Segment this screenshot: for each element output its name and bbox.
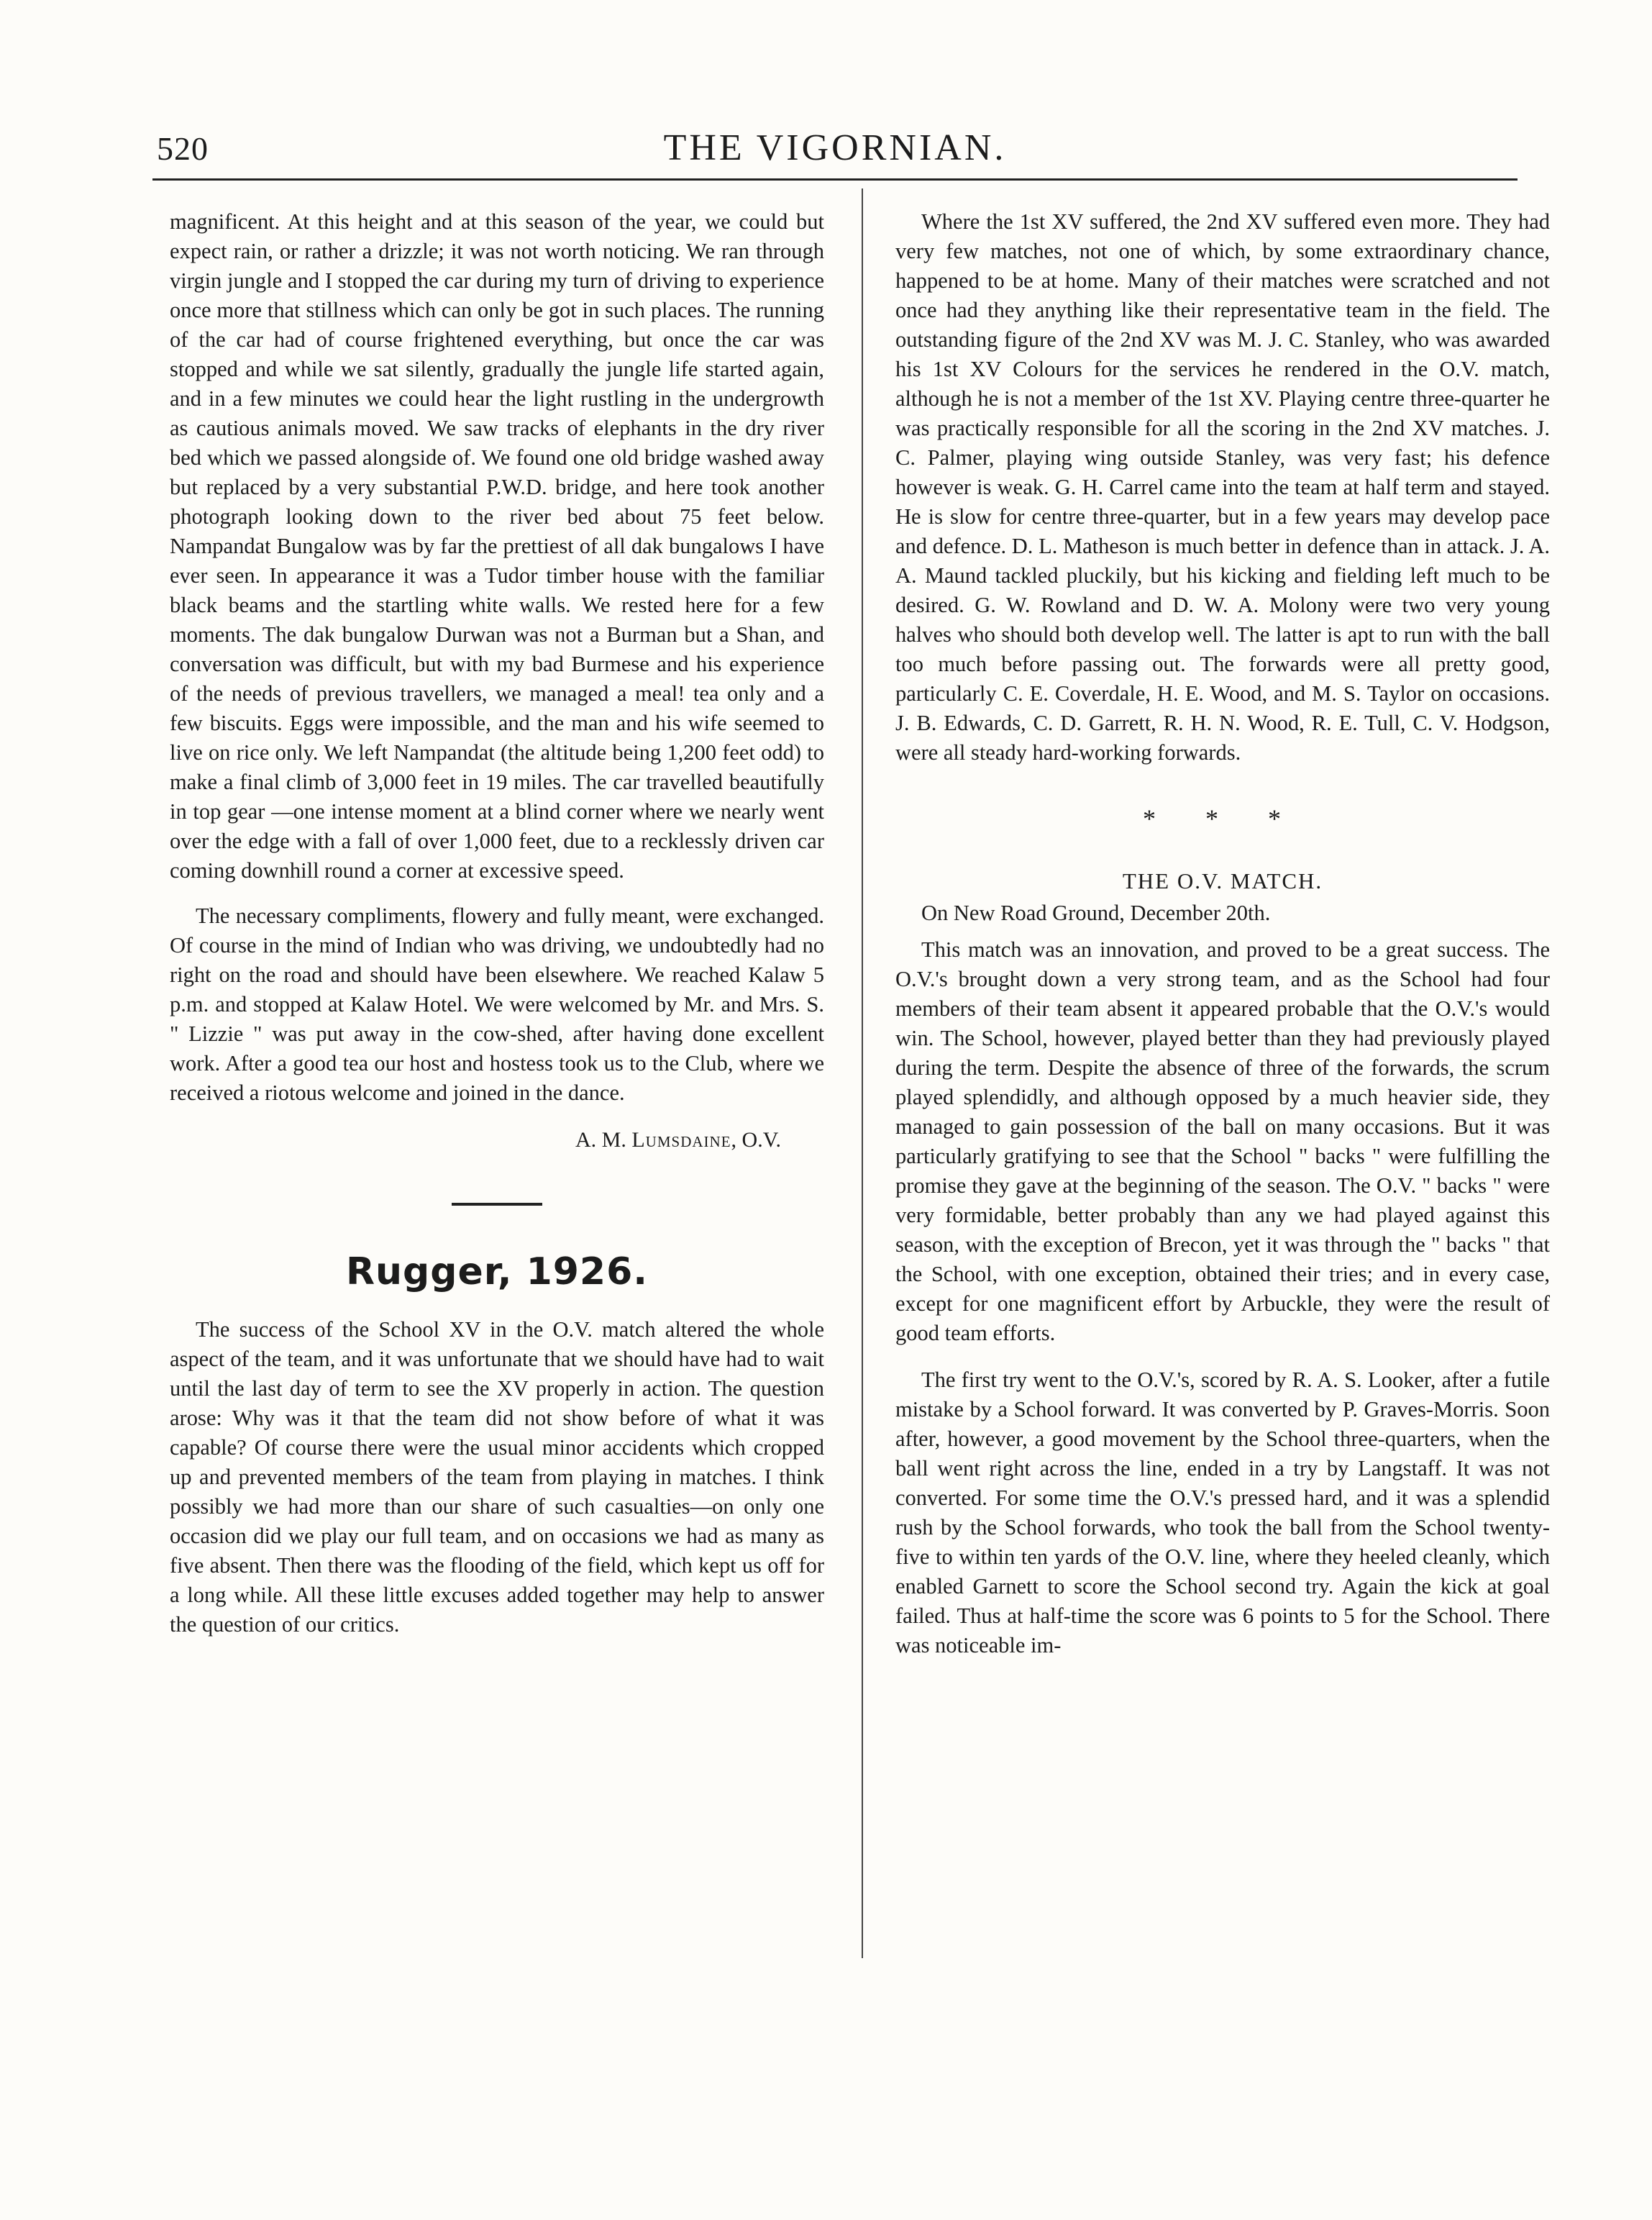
signature-initials: A. M.	[575, 1128, 632, 1152]
section-heading-rugger: Rugger, 1926.	[345, 1250, 649, 1293]
second-xv-paragraph: Where the 1st XV suffered, the 2nd XV suffered even more. They had very few matches, not one of which, by some extraordinary chance, happened to be at home. Many of their matches were scratched and not once had they anything like their representative team in the field. The outstanding figure of the 2nd XV was M. J. C. Stanley, who was awarded his 1st XV Colours for the services he rendered in the O.V. match, although he is not a member of the 1st XV. Playing centre three-quarter he was practically responsible for all the scoring in the 2nd XV matches. J. C. Palmer, playing wing outside Stanley, was very fast; his defence however is weak. G. H. Carrel came into the team at half term and stayed. He is slow for centre three-quarter, but in a few years may develop pace and defence. D. L. Matheson is much better in defence than in attack. J. A. A. Maund tackled pluckily, but his kicking and fielding left much to be desired. G. W. Rowland and D. W. A. Molony were two very young halves who should both develop well. The latter is apt to run with the ball too much before passing out. The forwards were all pretty good, particularly C. E. Coverdale, H. E. Wood, and M. S. Taylor on occasions. J. B. Edwards, C. D. Garrett, R. H. N. Wood, R. E. Tull, C. V. Hodgson, were all steady hard-working forwards.	[895, 209, 1550, 765]
travel-paragraph-continued: magnificent. At this height and at this season of the year, we could but expect rain, or rather a drizzle; it was not worth noticing. We ran through virgin jungle and I stopped the car during my turn of driving to experience once more that stillness which can only be got in such places. The running of the car had of course frightened everything, but once the car was stopped and while we sat silently, gradually the jungle life started again, and in a few minutes we could hear the light rustling in the undergrowth as cautious animals moved. We saw tracks of elephants in the dry river bed which we passed alongside of. We found one old bridge washed away but replaced by a very substantial P.W.D. bridge, and here took another photograph looking down to the river bed about 75 feet below. Nampandat Bungalow was by far the prettiest of all dak bungalows I have ever seen. In appearance it was a Tudor timber house with the familiar black beams and the startling white walls. We rested here for a few moments. The dak bungalow Durwan was not a Burman but a Shan, and conversation was difficult, but with my bad Burmese and his experience of the needs of previous travellers, we managed a meal! tea only and a few biscuits. Eggs were impossible, and the man and his wife seemed to live on rice only. We left Nampandat (the altitude being 1,200 feet odd) to make a final climb of 3,000 feet in 19 miles. The car travelled beautifully in top gear —one intense moment at a blind corner where we nearly went over the edge with a fall of over 1,000 feet, due to a recklessly driven car coming downhill round a corner at excessive speed.	[170, 209, 824, 883]
match-heading: THE O.V. MATCH.	[1122, 868, 1323, 893]
publication-title: THE VIGORNIAN.	[663, 127, 1007, 168]
travel-paragraph-kalaw: The necessary compliments, flowery and fully meant, were exchanged. Of course in the mind of Indian who was driving, we undoubtedly had no right on the road and should have been elsewhere. We reached Kalaw 5 p.m. and stopped at Kalaw Hotel. We were welcomed by Mr. and Mrs. S. " Lizzie " was put away in the cow-shed, after having done excellent work. After a good tea our host and hostess took us to the Club, where we received a riotous welcome and joined in the dance.	[170, 904, 824, 1105]
right-column	[895, 207, 1550, 1660]
section-divider	[452, 1203, 542, 1206]
match-paragraph: This match was an innovation, and proved to be a great success. The O.V.'s brought down a very strong team, and as the School had four members of their team absent it appeared probable that the O.V.'s would win. The School, however, played better than they had previously played during the term. Despite the absence of three of the forwards, the scrum played splendidly, and although opposed by a much heavier side, they managed to gain possession of the ball on many occasions. But it was particularly gratifying to see that the School " backs " were fulfilling the promise they gave at the beginning of the season. The O.V. " backs " were very formidable, better probably than any we had played against this season, with the exception of Brecon, yet it was through the " backs " that the School, with one exception, obtained their tries; and in every case, except for one magnificent effort by Arbuckle, they were the result of good team efforts.	[895, 937, 1550, 1345]
signature-name: Lumsdaine	[631, 1128, 731, 1152]
rugger-paragraph: The success of the School XV in the O.V. match altered the whole aspect of the team, and it was unfortunate that we should have had to wait until the last day of term to see the XV properly in action. The question arose: Why was it that the team did not show before of what it was capable? Of course there were the usual minor accidents which cropped up and prevented members of the team from playing in matches. I think possibly we had more than our share of such casualties—on only one occasion did we play our full team, and on occasions we had as many as five absent. Then there was the flooding of the field, which kept us off for a long while. All these little excuses added together may help to answer the question of our critics.	[170, 1317, 824, 1637]
signature-suffix: , O.V.	[731, 1128, 781, 1152]
page-header	[152, 127, 1518, 170]
first-try-paragraph: The first try went to the O.V.'s, scored by R. A. S. Looker, after a futile mistake by a School forward. It was converted by P. Graves-Morris. Soon after, however, a good movement by the School three-quarters, when the ball went right across the line, ended in a try by Langstaff. It was not converted. For some time the O.V.'s pressed hard, and it was a splendid rush by the School forwards, who took the ball from the School twenty-five to within ten yards of the O.V. line, where they heeled cleanly, which enabled Garnett to score the School second try. Again the kick at goal failed. Thus at half-time the score was 6 points to 5 for the School. There was noticeable im-	[895, 1368, 1550, 1657]
column-divider	[862, 188, 863, 1958]
paragraph-gap	[895, 1348, 1550, 1365]
author-signature	[170, 1128, 824, 1152]
left-column	[170, 207, 824, 1639]
section-stars: * * *	[1143, 804, 1302, 833]
match-venue: On New Road Ground, December 20th.	[921, 901, 1271, 925]
page-number: 520	[157, 130, 209, 167]
header-rule	[152, 178, 1518, 181]
